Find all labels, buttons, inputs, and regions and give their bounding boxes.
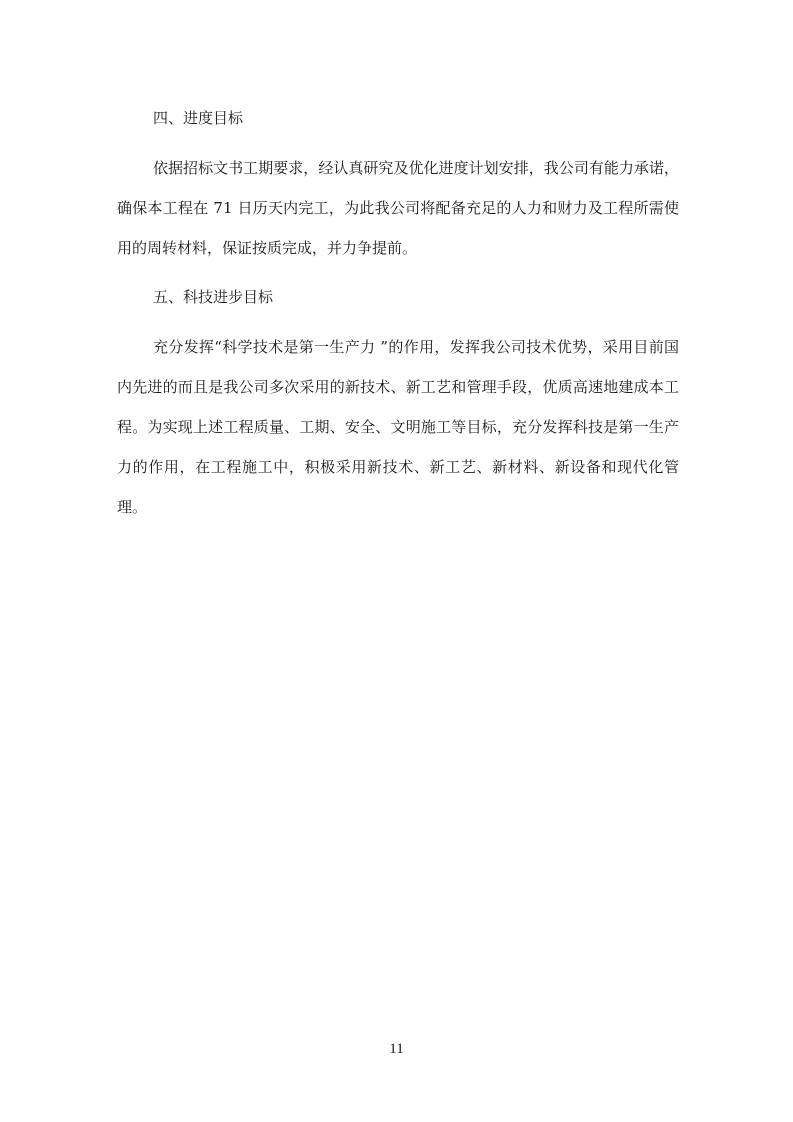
section-heading-tech-progress-goal: 五、科技进步目标	[153, 288, 274, 306]
page-number: 11	[389, 1041, 404, 1057]
section-paragraph-schedule-goal: 依据招标文书工期要求，经认真研究及优化进度计划安排，我公司有能力承诺，确保本工程在 71 日历天内完工，为此我公司将配备充足的人力和财力及工程所需使用的周转材料，保证按质完成，并力争提前。	[117, 159, 679, 257]
section-heading-schedule-goal: 四、进度目标	[153, 109, 244, 127]
document-body	[117, 103, 679, 527]
section-paragraph-tech-progress-goal: 充分发挥“科学技术是第一生产力 ”的作用，发挥我公司技术优势，采用目前国内先进的而且是我公司多次采用的新技术、新工艺和管理手段，优质高速地建成本工程。为实现上述工程质量、工期、安全、文明施工等目标，充分发挥科技是第一生产力的作用，在工程施工中，积极采用新技术、新工艺、新材料、新设备和现代化管理。	[117, 338, 679, 516]
